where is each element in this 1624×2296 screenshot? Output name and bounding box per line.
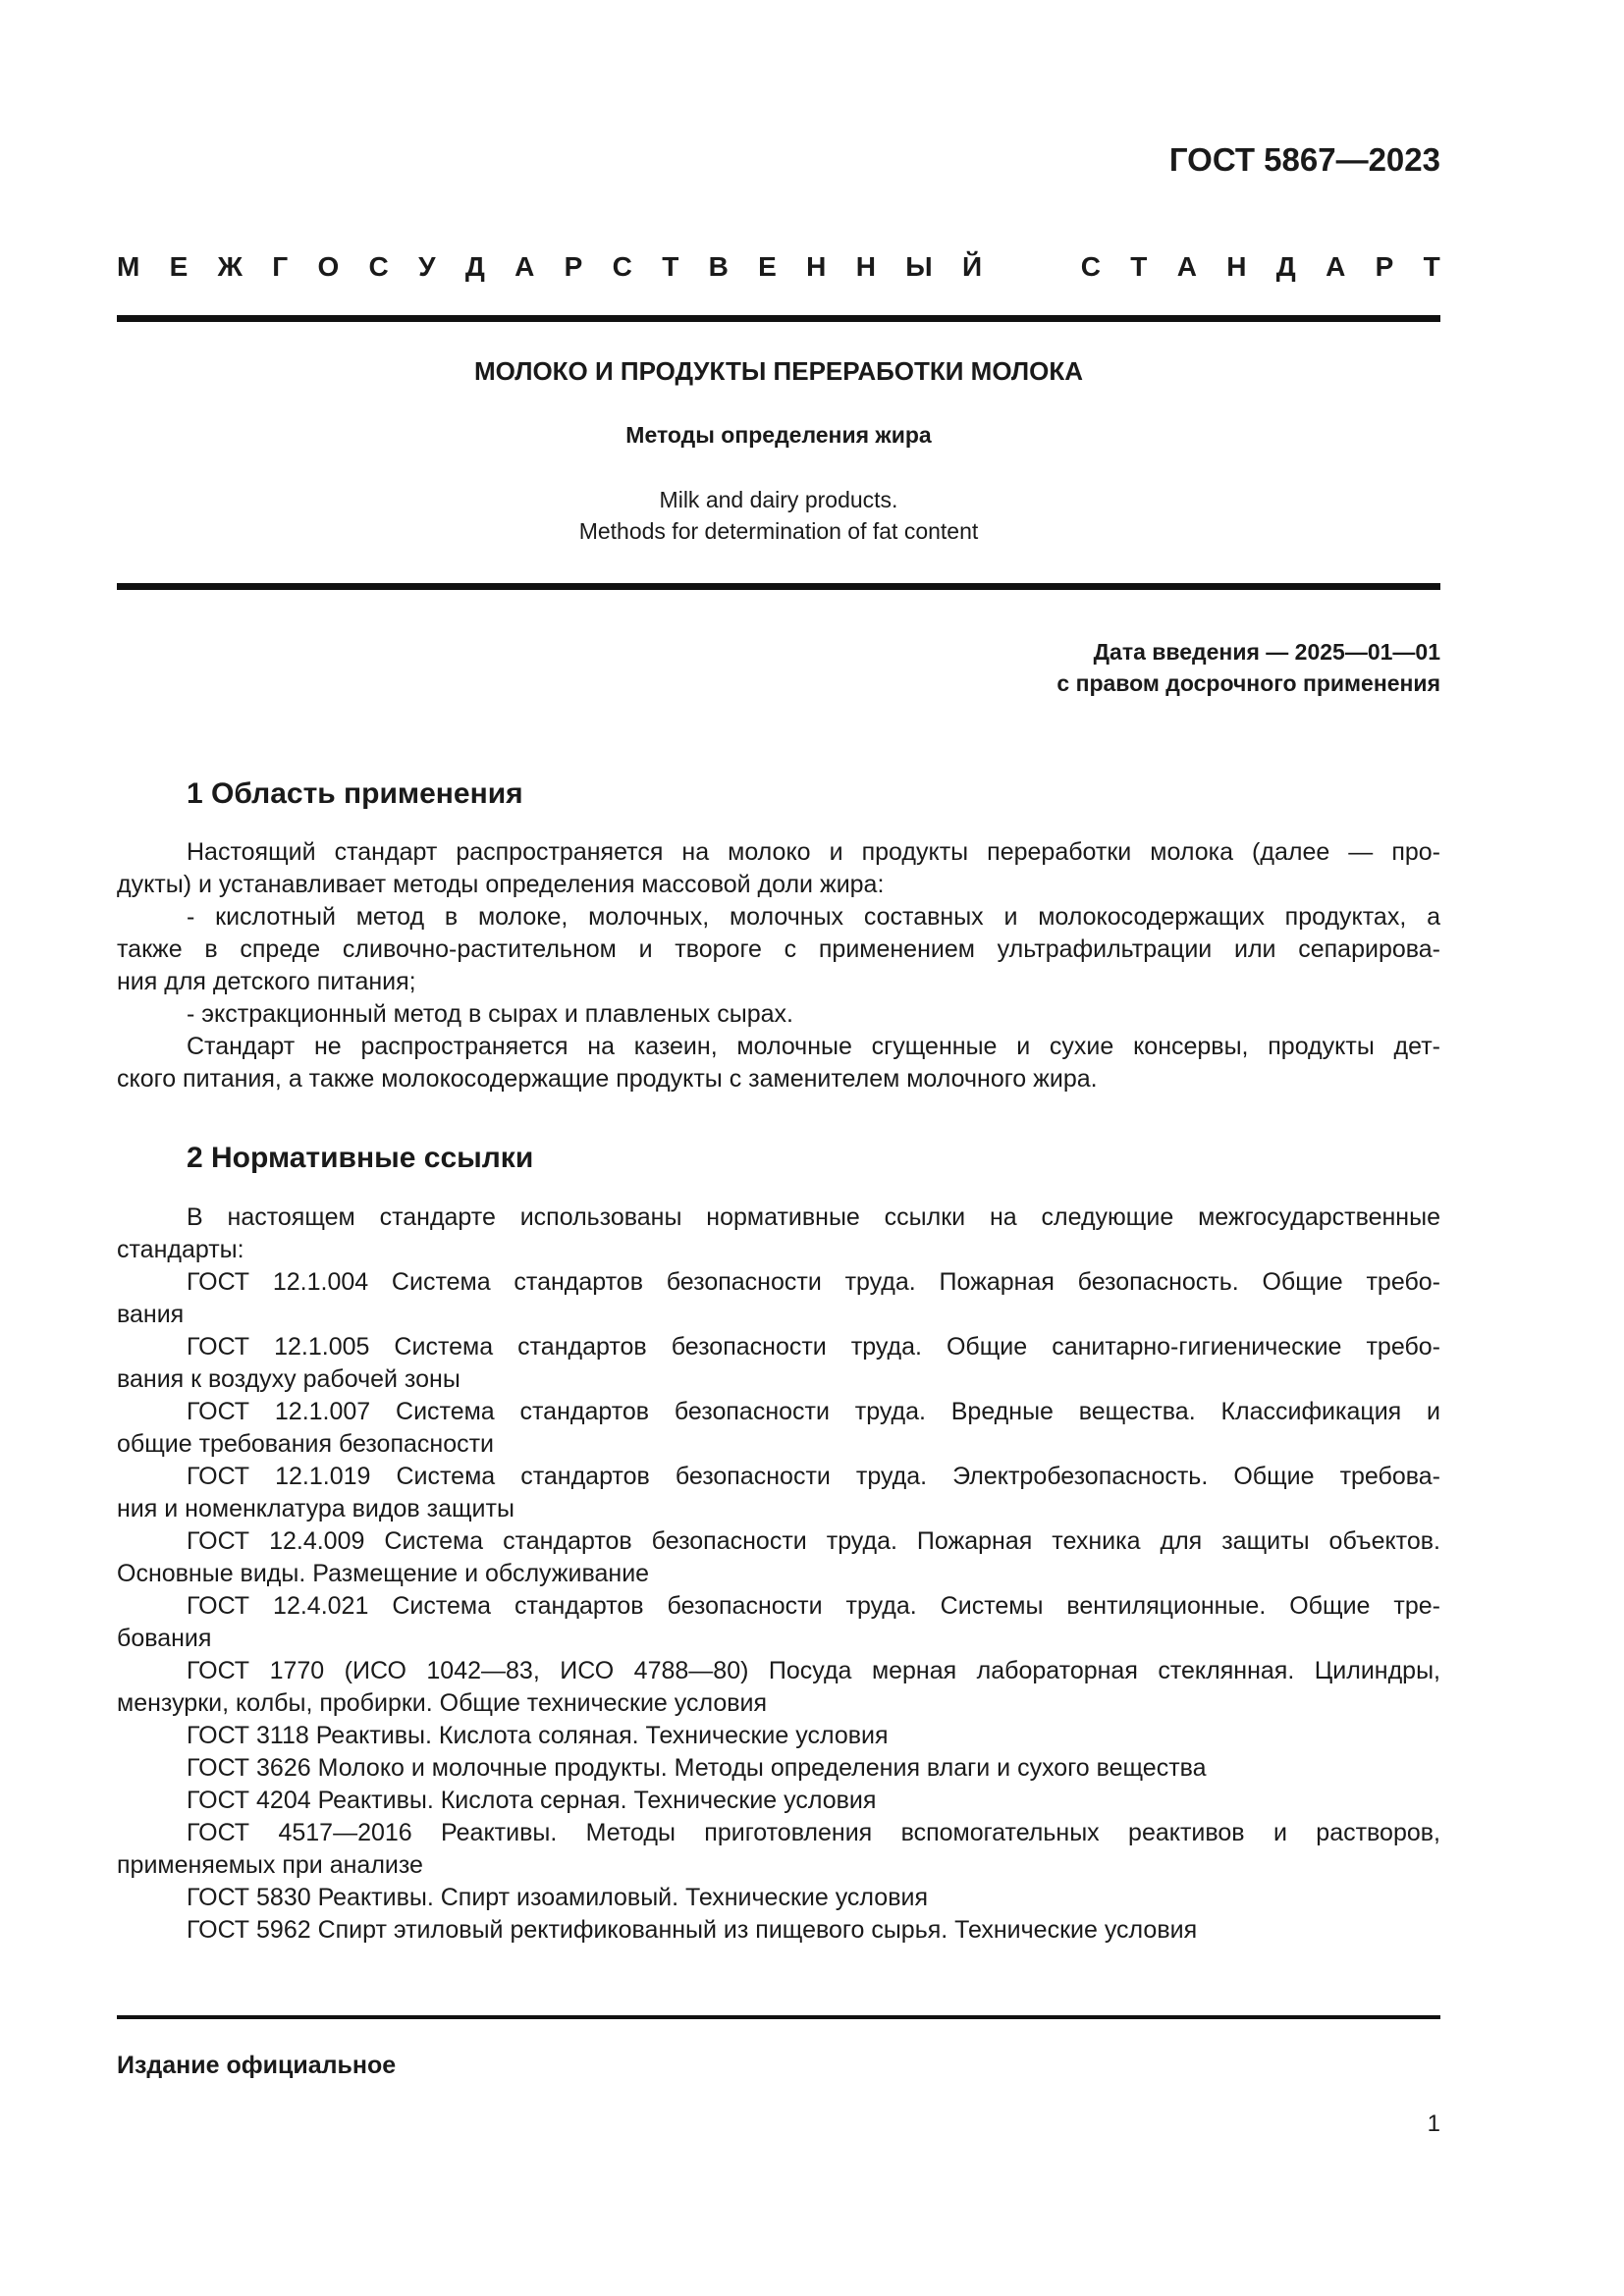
heading-letter: У xyxy=(418,251,436,282)
heading-letter: А xyxy=(514,251,535,282)
document-subtitle: Методы определения жира xyxy=(625,422,932,448)
word-gap xyxy=(1011,253,1051,281)
reference-line: ГОСТ 5830 Реактивы. Спирт изоамиловый. Технические условия xyxy=(187,1884,928,1911)
reference-line: ГОСТ 12.4.009 Система стандартов безопасности труда. Пожарная техника для защиты объектов. xyxy=(187,1527,1440,1555)
reference-line: В настоящем стандарте использованы нормативные ссылки на следующие межгосударственные xyxy=(187,1203,1440,1231)
reference-line: общие требования безопасности xyxy=(117,1430,495,1458)
introduction-date xyxy=(1056,636,1440,699)
heading-letter: С xyxy=(1080,251,1101,282)
reference-line: ГОСТ 3626 Молоко и молочные продукты. Методы определения влаги и сухого вещества xyxy=(187,1754,1207,1782)
paragraph-line: Настоящий стандарт распространяется на молоко и продукты переработки молока (далее — про- xyxy=(187,838,1440,866)
section-1-heading: 1 Область применения xyxy=(187,777,523,810)
reference-line: мензурки, колбы, пробирки. Общие технические условия xyxy=(117,1689,768,1717)
heading-letter: О xyxy=(317,251,340,282)
interstate-standard-heading xyxy=(117,253,1440,281)
paragraph-line: - кислотный метод в молоке, молочных, молочных составных и молокосодержащих продуктах, а xyxy=(187,903,1440,931)
heading-letter: Р xyxy=(1375,251,1394,282)
heading-letter: В xyxy=(708,251,729,282)
section-1-body xyxy=(117,836,1440,1095)
reference-line: ГОСТ 3118 Реактивы. Кислота соляная. Технические условия xyxy=(187,1722,889,1749)
paragraph-line: ния для детского питания; xyxy=(117,968,416,995)
reference-line: ГОСТ 4517—2016 Реактивы. Методы приготовления вспомогательных реактивов и растворов, xyxy=(187,1819,1440,1846)
reference-line: ГОСТ 5962 Спирт этиловый ректификованный из пищевого сырья. Технические условия xyxy=(187,1916,1198,1944)
heading-letter: Ы xyxy=(905,251,933,282)
official-edition-label: Издание официальное xyxy=(117,2052,397,2079)
header-rule xyxy=(117,315,1440,322)
heading-letter: С xyxy=(612,251,632,282)
section-2-body xyxy=(117,1201,1440,1947)
heading-letter: Е xyxy=(758,251,777,282)
heading-letter: Й xyxy=(961,251,983,282)
heading-letter: Р xyxy=(564,251,583,282)
paragraph-line: дукты) и устанавливает методы определения массовой доли жира: xyxy=(117,871,885,898)
page-number: 1 xyxy=(1427,2110,1440,2137)
introduction-date-line: Дата введения — 2025—01—01 xyxy=(1093,639,1440,665)
english-title-line: Methods for determination of fat content xyxy=(578,518,979,544)
heading-letter: Т xyxy=(1423,251,1440,282)
reference-line: ГОСТ 4204 Реактивы. Кислота серная. Технические условия xyxy=(187,1787,877,1814)
section-2-heading: 2 Нормативные ссылки xyxy=(187,1142,534,1174)
footer-rule xyxy=(117,2015,1440,2019)
heading-letter: Т xyxy=(1130,251,1148,282)
heading-letter: А xyxy=(1176,251,1197,282)
heading-letter: М xyxy=(117,251,140,282)
reference-line: ГОСТ 1770 (ИСО 1042—83, ИСО 4788—80) Посуда мерная лабораторная стеклянная. Цилиндры, xyxy=(187,1657,1440,1684)
heading-letter: А xyxy=(1326,251,1346,282)
document-title: МОЛОКО И ПРОДУКТЫ ПЕРЕРАБОТКИ МОЛОКА xyxy=(473,356,1084,386)
heading-letter: Н xyxy=(855,251,876,282)
reference-line: ГОСТ 12.1.019 Система стандартов безопасности труда. Электробезопасность. Общие требова- xyxy=(187,1463,1440,1490)
reference-line: ния и номенклатура видов защиты xyxy=(117,1495,514,1522)
reference-line: применяемых при анализе xyxy=(117,1851,423,1879)
title-rule xyxy=(117,583,1440,590)
reference-line: ГОСТ 12.4.021 Система стандартов безопасности труда. Системы вентиляционные. Общие тре- xyxy=(187,1592,1440,1620)
heading-letter: Н xyxy=(806,251,827,282)
heading-letter: Д xyxy=(464,251,485,282)
heading-letter: Ж xyxy=(217,251,243,282)
heading-letter: Е xyxy=(169,251,189,282)
reference-line: ГОСТ 12.1.005 Система стандартов безопасности труда. Общие санитарно-гигиенические требо- xyxy=(187,1333,1440,1361)
reference-line: бования xyxy=(117,1625,212,1652)
heading-letter: Г xyxy=(272,251,289,282)
heading-letter: Т xyxy=(662,251,679,282)
english-title-line: Milk and dairy products. xyxy=(659,487,898,512)
paragraph-line: также в спреде сливочно-растительном и твороге с применением ультрафильтрации или сепарирова- xyxy=(117,935,1440,963)
paragraph-line: Стандарт не распространяется на казеин, молочные сгущенные и сухие консервы, продукты дет- xyxy=(187,1033,1440,1060)
paragraph-line: ского питания, а также молокосодержащие продукты с заменителем молочного жира. xyxy=(117,1065,1098,1093)
standard-number: ГОСТ 5867—2023 xyxy=(1168,141,1440,178)
heading-letter: Н xyxy=(1226,251,1247,282)
heading-letter: С xyxy=(368,251,389,282)
reference-line: стандарты: xyxy=(117,1236,244,1263)
reference-line: вания к воздуху рабочей зоны xyxy=(117,1365,460,1393)
reference-line: ГОСТ 12.1.004 Система стандартов безопасности труда. Пожарная безопасность. Общие требо- xyxy=(187,1268,1440,1296)
reference-line: вания xyxy=(117,1301,185,1328)
reference-line: ГОСТ 12.1.007 Система стандартов безопасности труда. Вредные вещества. Классификация и xyxy=(187,1398,1440,1425)
heading-letter: Д xyxy=(1275,251,1296,282)
reference-line: Основные виды. Размещение и обслуживание xyxy=(117,1560,650,1587)
paragraph-line: - экстракционный метод в сырах и плавленых сырах. xyxy=(187,1000,793,1028)
english-title xyxy=(117,484,1440,547)
early-application-line: с правом досрочного применения xyxy=(1056,670,1440,696)
